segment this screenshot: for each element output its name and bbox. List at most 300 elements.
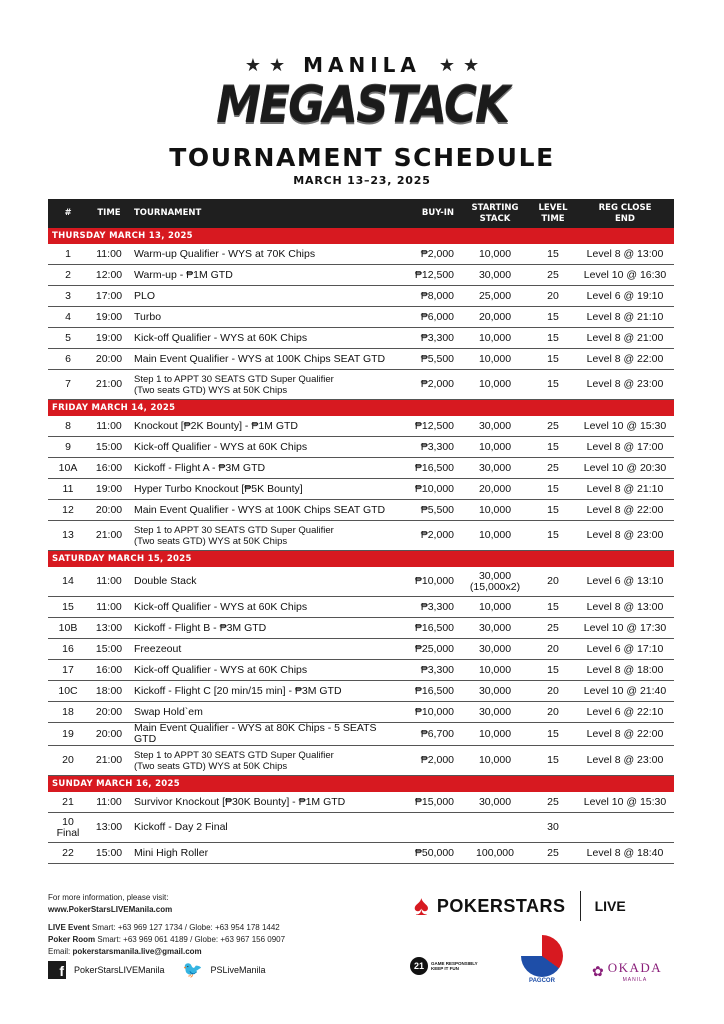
event-number-text: 18 (62, 705, 74, 718)
event-stack-text: 10,000 (478, 378, 512, 390)
event-stack (460, 437, 530, 458)
event-name-text: Kick-off Qualifier - WYS at 60K Chips (134, 600, 308, 613)
event-time: 11:00 (88, 597, 130, 618)
header-stack-line1: STARTING (471, 202, 519, 213)
event-name-text: Kickoff - Flight B - ₱3M GTD (134, 621, 267, 634)
event-name-text: Double Stack (134, 575, 197, 587)
event-name-line2: (Two seats GTD) WYS at 50K Chips (134, 535, 288, 547)
event-buyin: ₱16,500 (390, 458, 460, 479)
event-buyin: ₱16,500 (390, 681, 460, 702)
event-stack-text: 30,000 (478, 569, 512, 582)
event-name-text: Step 1 to APPT 30 SEATS GTD Super Qualifier (134, 749, 334, 761)
event-buyin: ₱2,000 (390, 244, 460, 265)
event-time: 20:00 (88, 500, 130, 521)
event-stack-text: 30,000 (478, 419, 512, 432)
event-reg-close: Level 10 @ 20:30 (576, 458, 674, 479)
event-time: 16:00 (88, 660, 130, 681)
header-stack-line2: STACK (479, 213, 511, 224)
event-name-text: Main Event Qualifier - WYS at 80K Chips - 5 SEATS GTD (134, 722, 377, 745)
event-time: 13:00 (88, 618, 130, 639)
event-reg-close: Level 8 @ 18:00 (576, 660, 674, 681)
table-row (48, 500, 674, 521)
room-label: Poker Room (48, 935, 96, 944)
event-stack-text: 10,000 (478, 503, 512, 516)
event-dates: MARCH 13–23, 2025 (293, 174, 431, 187)
star-icon: ★ (438, 55, 456, 75)
okada-sub: MANILA (622, 977, 648, 983)
event-name-text: Hyper Turbo Knockout [₱5K Bounty] (134, 482, 303, 495)
event-level-time: 25 (530, 265, 576, 286)
event-buyin: ₱2,000 (390, 746, 460, 776)
star-icon: ★ (268, 55, 286, 75)
event-level-time: 25 (530, 618, 576, 639)
header-starting-stack (460, 199, 530, 228)
event-number-text: 5 (65, 331, 71, 344)
event-stack (460, 702, 530, 723)
event-stack (460, 597, 530, 618)
event-level-time: 15 (530, 479, 576, 500)
event-number (48, 597, 88, 618)
pagcor-emblem-icon (521, 935, 563, 977)
event-buyin: ₱15,000 (390, 792, 460, 813)
event-number (48, 416, 88, 437)
event-buyin: ₱16,500 (390, 618, 460, 639)
event-stack (460, 370, 530, 400)
event-name-text: Knockout [₱2K Bounty] - ₱1M GTD (134, 419, 298, 432)
event-name (130, 307, 390, 328)
event-name (130, 328, 390, 349)
event-reg-close: Level 8 @ 23:00 (576, 521, 674, 551)
event-name (130, 500, 390, 521)
event-name-text: Main Event Qualifier - WYS at 100K Chips SEAT GTD (134, 352, 386, 365)
event-number-text: 1 (65, 247, 71, 260)
event-stack-text: 10,000 (478, 440, 512, 453)
event-name (130, 660, 390, 681)
event-number (48, 723, 88, 746)
event-name-text: Survivor Knockout [₱30K Bounty] - ₱1M GTD (134, 795, 346, 808)
event-number-text: 11 (62, 482, 74, 495)
event-name-text: Mini High Roller (134, 846, 209, 859)
event-number-text: 19 (62, 727, 74, 740)
event-number-text: 13 (62, 529, 74, 541)
event-buyin: ₱5,500 (390, 349, 460, 370)
event-level-time: 15 (530, 328, 576, 349)
event-reg-close: Level 8 @ 21:10 (576, 479, 674, 500)
event-level-time: 15 (530, 244, 576, 265)
facebook-handle[interactable]: PokerStarsLIVEManila (74, 965, 165, 975)
event-stack-sub: (15,000x2) (469, 580, 521, 593)
event-number (48, 660, 88, 681)
event-name (130, 702, 390, 723)
event-level-time: 25 (530, 792, 576, 813)
day-label: THURSDAY MARCH 13, 2025 (48, 228, 674, 244)
event-number-text: 6 (65, 352, 71, 365)
event-level-time: 20 (530, 681, 576, 702)
event-level-time: 15 (530, 307, 576, 328)
event-time: 20:00 (88, 723, 130, 746)
table-row (48, 813, 674, 843)
table-row (48, 597, 674, 618)
twitter-handle[interactable]: PSLiveManila (210, 965, 266, 975)
event-stack (460, 244, 530, 265)
event-stack (460, 349, 530, 370)
event-reg-close: Level 6 @ 17:10 (576, 639, 674, 660)
header-level-line1: LEVEL (538, 202, 568, 213)
table-row (48, 681, 674, 702)
event-level-time: 20 (530, 702, 576, 723)
table-row (48, 307, 674, 328)
event-time: 21:00 (88, 746, 130, 776)
event-number (48, 681, 88, 702)
event-stack-text: 30,000 (478, 795, 512, 808)
live-label: LIVE Event (48, 923, 90, 932)
event-stack (460, 328, 530, 349)
event-level-time: 15 (530, 660, 576, 681)
event-reg-close: Level 8 @ 21:10 (576, 307, 674, 328)
event-level-time: 15 (530, 500, 576, 521)
event-name-text: PLO (134, 289, 156, 302)
event-stack-text: 30,000 (478, 705, 512, 718)
event-time: 21:00 (88, 370, 130, 400)
table-row (48, 746, 674, 776)
event-time: 15:00 (88, 843, 130, 864)
event-level-time: 15 (530, 723, 576, 746)
event-stack (460, 723, 530, 746)
event-stack-text: 30,000 (478, 642, 512, 655)
event-number (48, 265, 88, 286)
event-name (130, 479, 390, 500)
email-label: Email: (48, 947, 71, 956)
event-stack (460, 479, 530, 500)
event-reg-close: Level 10 @ 16:30 (576, 265, 674, 286)
day-label: SATURDAY MARCH 15, 2025 (48, 551, 674, 568)
table-header (48, 199, 674, 228)
event-number-text: 9 (65, 440, 71, 453)
event-reg-close: Level 8 @ 23:00 (576, 746, 674, 776)
event-name (130, 416, 390, 437)
event-number (48, 458, 88, 479)
event-time: 15:00 (88, 437, 130, 458)
email-link[interactable]: pokerstarsmanila.live@gmail.com (72, 947, 202, 956)
event-reg-close: Level 10 @ 17:30 (576, 618, 674, 639)
event-stack-text: 100,000 (476, 846, 514, 859)
event-name (130, 370, 390, 400)
event-level-time: 25 (530, 458, 576, 479)
event-time: 12:00 (88, 265, 130, 286)
event-buyin: ₱10,000 (390, 702, 460, 723)
event-buyin: ₱12,500 (390, 265, 460, 286)
event-number-text: 10C (58, 684, 78, 697)
flower-icon: ✿ (592, 962, 604, 979)
event-number (48, 639, 88, 660)
event-name (130, 521, 390, 551)
star-icon: ★ (244, 55, 261, 75)
event-reg-close: Level 10 @ 15:30 (576, 792, 674, 813)
event-number-text: 10 (62, 815, 74, 828)
event-name (130, 244, 390, 265)
event-number-text: 16 (62, 642, 74, 655)
header-tournament: TOURNAMENT (130, 199, 390, 228)
event-reg-close: Level 10 @ 21:40 (576, 681, 674, 702)
event-number-text: 10A (58, 461, 78, 474)
event-level-time: 20 (530, 639, 576, 660)
event-level-time: 15 (530, 746, 576, 776)
event-name-line2: (Two seats GTD) WYS at 50K Chips (134, 760, 288, 772)
event-time: 15:00 (88, 639, 130, 660)
event-level-time: 25 (530, 843, 576, 864)
event-name (130, 723, 390, 746)
event-buyin: ₱2,000 (390, 370, 460, 400)
event-time: 19:00 (88, 479, 130, 500)
event-name-text: Kickoff - Day 2 Final (134, 821, 228, 833)
event-number (48, 500, 88, 521)
room-numbers: Smart: +63 969 061 4189 / Globe: +63 967 156 0907 (97, 935, 286, 944)
event-number (48, 307, 88, 328)
event-name (130, 265, 390, 286)
contact-info (48, 892, 285, 958)
event-buyin: ₱8,000 (390, 286, 460, 307)
event-time: 11:00 (88, 567, 130, 597)
event-buyin: ₱5,500 (390, 500, 460, 521)
event-level-time: 15 (530, 370, 576, 400)
event-number (48, 792, 88, 813)
event-time: 17:00 (88, 286, 130, 307)
day-header-row (48, 228, 674, 244)
event-stack (460, 458, 530, 479)
header-level-line2: TIME (541, 213, 565, 224)
event-level-time: 15 (530, 521, 576, 551)
event-buyin: ₱6,000 (390, 307, 460, 328)
day-label: FRIDAY MARCH 14, 2025 (48, 400, 674, 417)
okada-wordmark (608, 959, 662, 983)
event-name (130, 746, 390, 776)
event-name-text: Freezeout (134, 642, 182, 655)
event-number (48, 286, 88, 307)
event-name (130, 843, 390, 864)
event-number-text: 12 (62, 503, 74, 516)
header-num: # (48, 199, 88, 228)
event-stack-text: 10,000 (478, 600, 512, 613)
city-row (0, 52, 724, 78)
event-name (130, 813, 390, 843)
event-buyin: ₱3,300 (390, 660, 460, 681)
city-name: MANILA (303, 53, 421, 77)
event-name (130, 597, 390, 618)
event-name (130, 639, 390, 660)
event-buyin: ₱3,300 (390, 597, 460, 618)
event-stack (460, 681, 530, 702)
event-name (130, 286, 390, 307)
schedule-body (48, 228, 674, 864)
table-row (48, 349, 674, 370)
event-time: 18:00 (88, 681, 130, 702)
event-buyin: ₱3,300 (390, 437, 460, 458)
pokerstars-live-logo (414, 891, 626, 921)
event-stack (460, 521, 530, 551)
event-buyin: ₱10,000 (390, 479, 460, 500)
event-number-text: 4 (65, 310, 71, 323)
event-name-text: Step 1 to APPT 30 SEATS GTD Super Qualifier (134, 524, 334, 536)
event-reg-close: Level 8 @ 13:00 (576, 244, 674, 265)
event-number-text: 8 (65, 419, 71, 432)
event-stack (460, 639, 530, 660)
event-level-time: 25 (530, 416, 576, 437)
event-number-text: 14 (62, 575, 74, 587)
event-time: 11:00 (88, 792, 130, 813)
event-number (48, 244, 88, 265)
pokerstars-name: POKERSTARS (436, 895, 566, 916)
age-21-icon: 21 (410, 957, 428, 975)
event-reg-close: Level 10 @ 15:30 (576, 416, 674, 437)
pagcor-logo (514, 935, 570, 984)
event-level-time: 15 (530, 349, 576, 370)
event-stack (460, 813, 530, 843)
event-stack (460, 307, 530, 328)
event-number (48, 567, 88, 597)
event-stack-text: 10,000 (478, 352, 512, 365)
event-stack-text: 30,000 (478, 268, 512, 281)
star-icon: ★ (463, 55, 480, 75)
event-time: 19:00 (88, 328, 130, 349)
megastack-logo: MEGASTACK (215, 76, 509, 134)
event-number-text: 17 (62, 663, 74, 676)
event-stack-text: 10,000 (478, 754, 512, 766)
event-stack-text: 20,000 (478, 310, 512, 323)
live-name: LIVE (594, 898, 626, 914)
event-reg-close: Level 8 @ 13:00 (576, 597, 674, 618)
rg-text: GAME RESPONSIBLY KEEP IT FUN (431, 961, 478, 971)
event-name-text: Turbo (134, 310, 162, 323)
event-name-text: Warm-up Qualifier - WYS at 70K Chips (134, 247, 316, 260)
event-stack-text: 10,000 (478, 331, 512, 344)
event-time: 21:00 (88, 521, 130, 551)
event-reg-close: Level 8 @ 17:00 (576, 437, 674, 458)
table-row (48, 265, 674, 286)
event-stack (460, 746, 530, 776)
header-buyin: BUY-IN (390, 199, 460, 228)
event-buyin (390, 813, 460, 843)
event-name-text: Kick-off Qualifier - WYS at 60K Chips (134, 331, 308, 344)
day-label: SUNDAY MARCH 16, 2025 (48, 776, 674, 793)
event-stack-text: 25,000 (478, 289, 512, 302)
event-number-text: 22 (62, 846, 74, 859)
event-number-text: 7 (65, 378, 71, 390)
event-name (130, 567, 390, 597)
event-stack (460, 660, 530, 681)
event-number-text: 20 (62, 754, 74, 766)
page-title: TOURNAMENT SCHEDULE (169, 143, 555, 172)
event-number (48, 813, 88, 843)
table-row (48, 458, 674, 479)
event-name (130, 792, 390, 813)
event-stack-text: 30,000 (478, 461, 512, 474)
event-name-text: Step 1 to APPT 30 SEATS GTD Super Qualifier (134, 373, 334, 385)
event-reg-close: Level 8 @ 23:00 (576, 370, 674, 400)
header-time: TIME (88, 199, 130, 228)
event-name-text: Main Event Qualifier - WYS at 100K Chips SEAT GTD (134, 503, 386, 516)
event-number (48, 702, 88, 723)
event-level-time: 20 (530, 286, 576, 307)
event-name-text: Swap Hold`em (134, 705, 203, 718)
event-reg-close: Level 8 @ 18:40 (576, 843, 674, 864)
table-row (48, 437, 674, 458)
header-level-time (530, 199, 576, 228)
event-name-text: Kick-off Qualifier - WYS at 60K Chips (134, 440, 308, 453)
event-buyin: ₱25,000 (390, 639, 460, 660)
spade-icon: ♠ (414, 890, 429, 921)
website-link[interactable]: www.PokerStarsLIVEManila.com (48, 905, 173, 914)
event-number (48, 618, 88, 639)
okada-logo (592, 959, 662, 983)
event-buyin: ₱12,500 (390, 416, 460, 437)
table-row (48, 702, 674, 723)
event-stack-text: 30,000 (478, 684, 512, 697)
event-stack (460, 416, 530, 437)
event-stack (460, 618, 530, 639)
event-reg-close (576, 813, 674, 843)
event-name-text: Kick-off Qualifier - WYS at 60K Chips (134, 663, 308, 676)
event-stack-text: 30,000 (478, 621, 512, 634)
okada-name: OKADA (607, 960, 663, 975)
event-stack (460, 286, 530, 307)
table-row (48, 660, 674, 681)
event-name-text: Warm-up - ₱1M GTD (134, 268, 233, 281)
event-time: 20:00 (88, 349, 130, 370)
table-row (48, 416, 674, 437)
event-reg-close: Level 6 @ 19:10 (576, 286, 674, 307)
table-row (48, 567, 674, 597)
event-number (48, 328, 88, 349)
event-reg-close: Level 8 @ 22:00 (576, 723, 674, 746)
day-header-row (48, 551, 674, 568)
table-row (48, 328, 674, 349)
event-name (130, 349, 390, 370)
header (0, 52, 724, 187)
event-number-text: 2 (65, 268, 71, 281)
header-reg-line1: REG CLOSE (598, 202, 652, 213)
day-header-row (48, 400, 674, 417)
event-level-time: 20 (530, 567, 576, 597)
header-reg-close (576, 199, 674, 228)
event-number (48, 479, 88, 500)
table-row (48, 618, 674, 639)
event-stack (460, 500, 530, 521)
event-number (48, 349, 88, 370)
event-name-text: Kickoff - Flight A - ₱3M GTD (134, 461, 266, 474)
table-row (48, 843, 674, 864)
table-row (48, 370, 674, 400)
event-level-time: 30 (530, 813, 576, 843)
event-reg-close: Level 6 @ 22:10 (576, 702, 674, 723)
event-buyin: ₱2,000 (390, 521, 460, 551)
event-number (48, 746, 88, 776)
event-name (130, 458, 390, 479)
event-number (48, 437, 88, 458)
event-number-text: 21 (62, 795, 74, 808)
event-reg-close: Level 8 @ 21:00 (576, 328, 674, 349)
info-line: For more information, please visit: (48, 893, 169, 902)
event-reg-close: Level 8 @ 22:00 (576, 349, 674, 370)
event-stack-text: 10,000 (478, 529, 512, 541)
event-time: 20:00 (88, 702, 130, 723)
event-name (130, 437, 390, 458)
event-reg-close: Level 6 @ 13:10 (576, 567, 674, 597)
event-time: 19:00 (88, 307, 130, 328)
twitter-icon[interactable]: 🐦 (182, 962, 203, 979)
facebook-icon[interactable]: f (48, 961, 66, 979)
event-time: 11:00 (88, 244, 130, 265)
event-stack (460, 567, 530, 597)
